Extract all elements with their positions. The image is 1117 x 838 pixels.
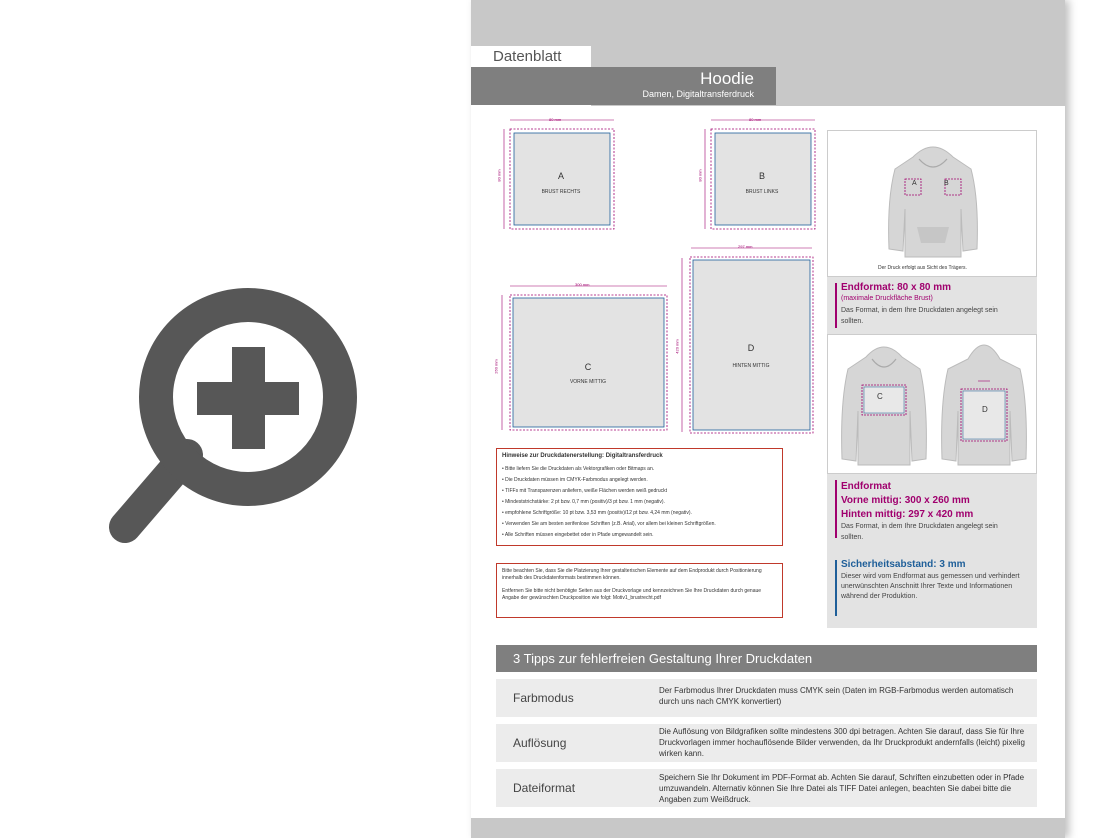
hint-item: • Bitte liefern Sie die Druckdaten als Vektorgrafiken oder Bitmaps an. <box>502 464 777 475</box>
hint-item: • empfohlene Schriftgröße: 10 pt bzw. 3,53 mm (positiv)/12 pt bzw. 4,24 mm (negativ). <box>502 508 777 519</box>
print-area-diagrams <box>491 112 821 442</box>
hoodie-front-icon <box>883 139 983 261</box>
area-c-label: VORNE MITTIG <box>569 379 607 385</box>
area-d-letter: D <box>747 343 755 353</box>
tip-row <box>496 724 1037 762</box>
format2-front: Vorne mittig: 300 x 260 mm <box>841 495 970 506</box>
hints-list <box>502 464 777 541</box>
tip-row <box>496 769 1037 807</box>
accent-bar <box>835 283 837 328</box>
hint-item: • Verwenden Sie am besten serifenlose Schriften (z.B. Arial), vor allem bei kleinen Schriftgrößen. <box>502 519 777 530</box>
accent-bar-blue <box>835 560 837 616</box>
area-c-height: 260 mm <box>493 359 499 374</box>
hint-item: • Mindeststrichstärke: 2 pt bzw. 0,7 mm (positiv)/3 pt bzw. 1 mm (negativ). <box>502 497 777 508</box>
format2-title: Endformat <box>841 481 891 492</box>
format1-subtitle: (maximale Druckfläche Brust) <box>841 295 933 302</box>
note-text: Entfernen Sie bitte nicht benötigte Seiten aus der Druckvorlage und kennzeichnen Sie Ihre Druckdaten durch genaue Angabe der gewünschten Druckposition wie folgt: Motiv1_brustrecht.pdf <box>502 588 762 601</box>
zoom-in-icon[interactable] <box>105 265 360 550</box>
datasheet-page <box>471 0 1065 838</box>
safety-text: Dieser wird vom Endformat aus gemessen und verhindert unerwünschten Anschnitt Ihrer Texte und Informationen während der Produktion. <box>841 573 1020 600</box>
area-c-letter: C <box>584 362 592 372</box>
area-d-label: HINTEN MITTIG <box>732 363 770 369</box>
product-subtitle: Damen, Digitaltransferdruck <box>642 89 754 99</box>
accent-bar <box>835 480 837 538</box>
area-c-width: 300 mm <box>575 282 590 287</box>
hints-title: Hinweise zur Druckdatenerstellung: Digitaltransferdruck <box>502 453 663 459</box>
area-a-letter: A <box>557 171 564 181</box>
format1-text: Das Format, in dem Ihre Druckdaten angelegt sein sollten. <box>841 307 998 325</box>
large-format-panel <box>827 474 1037 628</box>
safety-title: Sicherheitsabstand: 3 mm <box>841 559 966 570</box>
hoodie-back-d-icon <box>938 337 1030 467</box>
format1-title: Endformat: 80 x 80 mm <box>841 282 952 293</box>
footer-band <box>471 818 1065 838</box>
datasheet-tab: Datenblatt <box>471 46 591 67</box>
tip-text: Der Farbmodus Ihrer Druckdaten muss CMYK sein (Daten im RGB-Farbmodus werden automatisch durch uns nach CMYK konvertiert) <box>659 686 1014 706</box>
hint-item: • Alle Schriften müssen eingebettet oder in Pfade umgewandelt sein. <box>502 530 777 541</box>
tip-text: Die Auflösung von Bildgrafiken sollte mindestens 300 dpi betragen. Achten Sie darauf, dass Sie für Ihre Druckvorlagen immer hochauflösende Bilder verwenden, da Ihr Druckprodukt andernfalls (leicht) pixelig wirken kann. <box>659 727 1025 758</box>
placement-notes-box <box>496 563 783 618</box>
hoodie-front-c-icon <box>838 339 930 467</box>
area-b-width: 80 mm <box>749 117 762 122</box>
area-a-height: 80 mm <box>496 169 502 182</box>
hoodie-a-label: A <box>912 180 917 187</box>
area-a-width: 80 mm <box>549 117 562 122</box>
area-b-height: 80 mm <box>697 169 703 182</box>
tip-label: Dateiformat <box>513 781 576 795</box>
area-b-letter: B <box>758 171 765 181</box>
tip-row <box>496 679 1037 717</box>
area-a-label: BRUST RECHTS <box>541 189 581 195</box>
format2-text: Das Format, in dem Ihre Druckdaten angelegt sein sollten. <box>841 523 998 541</box>
hoodie-c-label: C <box>877 392 883 401</box>
wearer-view-caption: Der Druck erfolgt aus Sicht des Trägers. <box>878 265 967 271</box>
hint-item: • Die Druckdaten müssen im CMYK-Farbmodus angelegt werden. <box>502 475 777 486</box>
tips-heading: 3 Tipps zur fehlerfreien Gestaltung Ihrer Druckdaten <box>496 645 1037 672</box>
tip-text: Speichern Sie Ihr Dokument im PDF-Format ab. Achten Sie darauf, Schriften einzubetten oder in Pfade umzuwandeln. Alternativ können Sie Ihre Datei als TIFF Datei anlegen, beachten Sie dabei bitte die Angaben zum Weißdruck. <box>659 773 1025 804</box>
area-b-label: BRUST LINKS <box>745 189 779 195</box>
tip-label: Auflösung <box>513 736 567 750</box>
area-d-width: 297 mm <box>738 244 753 249</box>
hoodie-d-label: D <box>982 405 988 414</box>
print-hints-box <box>496 448 783 546</box>
note-text: Bitte beachten Sie, dass Sie die Platzierung Ihrer gestalterischen Elemente auf dem Endprodukt durch Positionierung innerhalb des Druckdatenformats bestimmen können. <box>502 568 762 581</box>
hoodie-b-label: B <box>944 180 949 187</box>
chest-format-panel <box>827 277 1037 334</box>
format2-back: Hinten mittig: 297 x 420 mm <box>841 509 974 520</box>
area-d-height: 420 mm <box>674 339 680 354</box>
header-band <box>471 0 1065 46</box>
hint-item: • TIFFs mit Transparenzen anliefern, weiße Flächen werden weiß gedruckt <box>502 486 777 497</box>
hoodie-front-chest-panel <box>827 130 1037 277</box>
tip-label: Farbmodus <box>513 691 574 705</box>
title-bar <box>471 67 776 105</box>
hoodie-front-back-panel <box>827 334 1037 474</box>
product-title: Hoodie <box>700 69 754 88</box>
